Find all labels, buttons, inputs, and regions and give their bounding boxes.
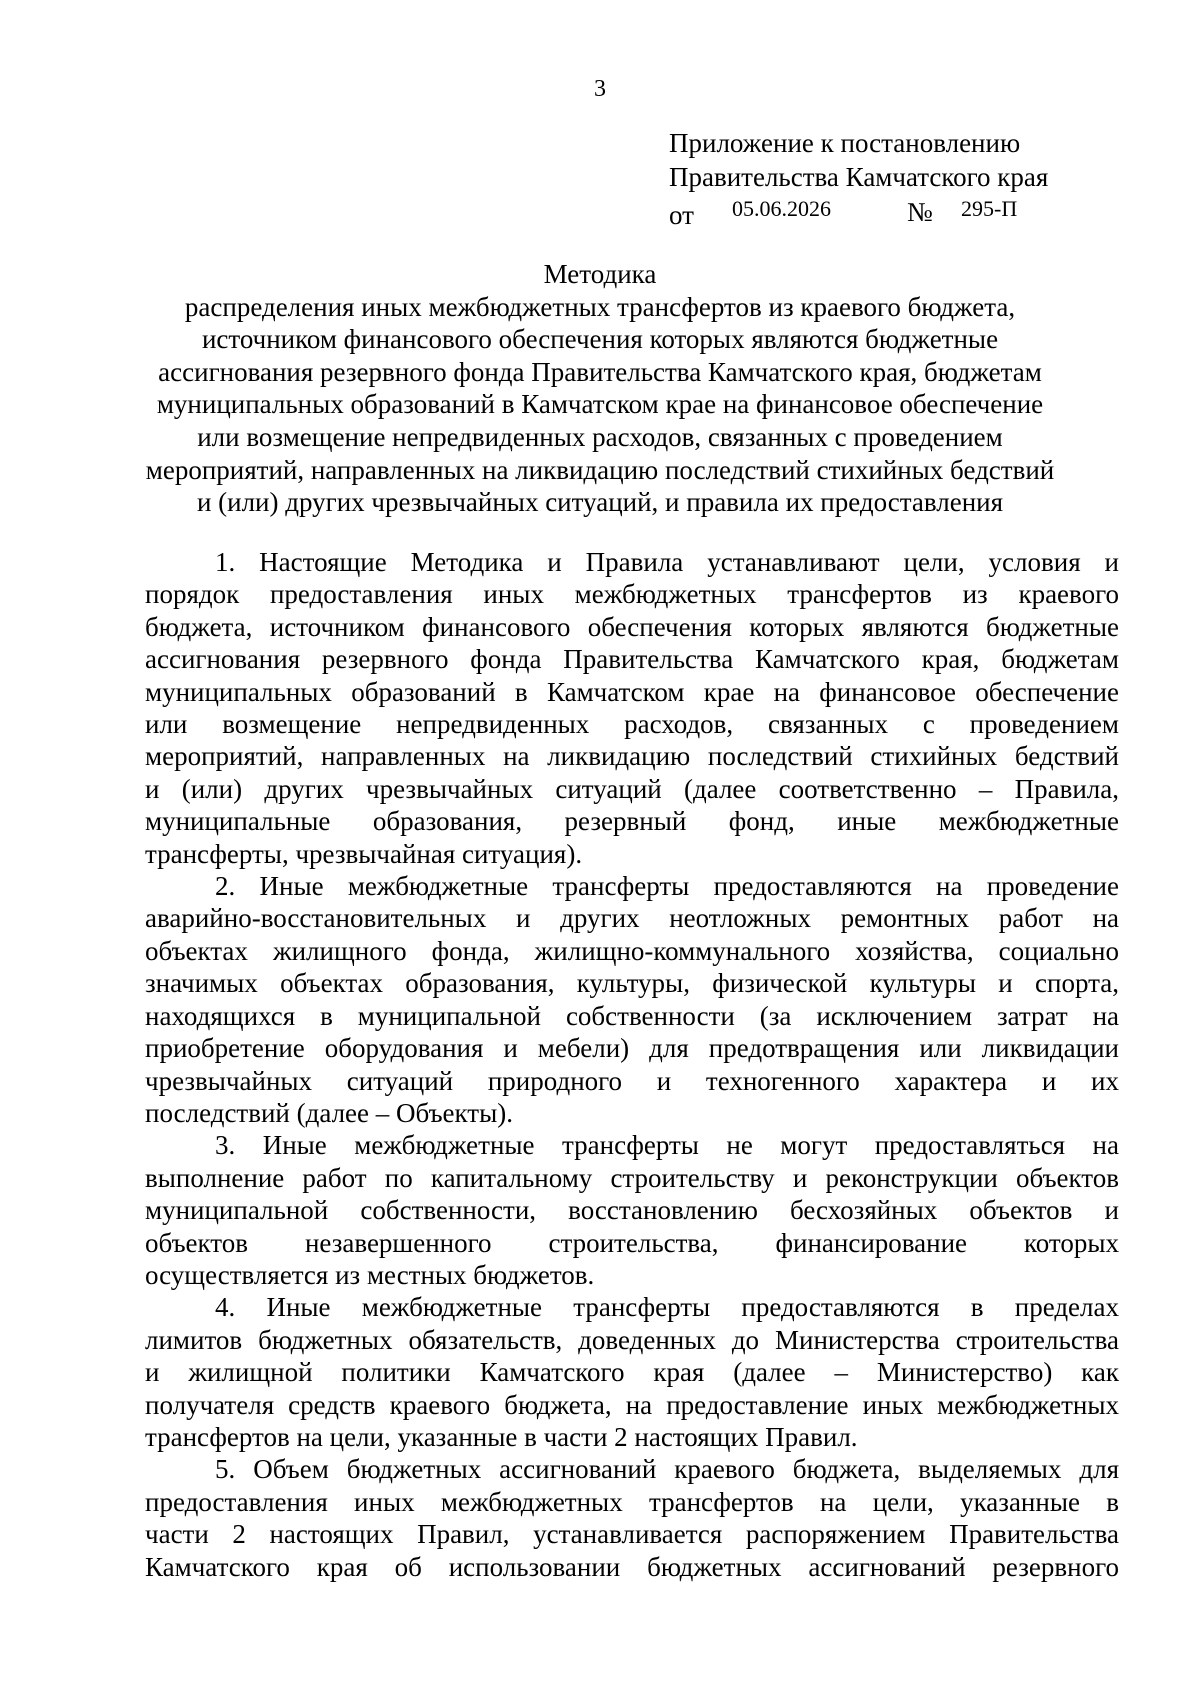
text-line: Камчатского края об использовании бюджетных ассигнований резервного: [145, 1551, 1119, 1582]
text-line: 2. Иные межбюджетные трансферты предоставляются на проведение: [215, 871, 1119, 902]
text-line: аварийно-восстановительных и других неотложных ремонтных работ на: [145, 903, 1119, 934]
text-line: мероприятий, направленных на ликвидацию последствий стихийных бедствий: [145, 741, 1119, 772]
text-line: порядок предоставления иных межбюджетных трансфертов из краевого: [145, 579, 1119, 610]
approval-line-1: Приложение к постановлению: [669, 128, 1021, 158]
paragraph-4: [145, 1291, 1119, 1453]
approval-date-row: [669, 195, 1089, 229]
title-line: ассигнования резервного фонда Правительства Камчатского края, бюджетам: [158, 356, 1042, 387]
text-line: и жилищной политики Камчатского края (далее – Министерство) как: [145, 1357, 1119, 1388]
paragraph-3: [145, 1129, 1119, 1291]
text-line: муниципальной собственности, восстановлению бесхозяйных объектов и: [145, 1195, 1119, 1226]
text-line: и (или) других чрезвычайных ситуаций (далее соответственно – Правила,: [145, 773, 1119, 804]
text-line: муниципальных образований в Камчатском крае на финансовое обеспечение: [145, 676, 1119, 707]
text-line: приобретение оборудования и мебели) для предотвращения или ликвидации: [145, 1033, 1119, 1064]
text-line: находящихся в муниципальной собственности (за исключением затрат на: [145, 1000, 1119, 1031]
text-line: чрезвычайных ситуаций природного и техногенного характера и их: [145, 1065, 1119, 1096]
document-body: [145, 546, 1119, 1583]
text-line: объектах жилищного фонда, жилищно-коммунального хозяйства, социально: [145, 935, 1119, 966]
paragraph-1: [145, 546, 1119, 870]
text-line: значимых объектах образования, культуры, физической культуры и спорта,: [145, 968, 1119, 999]
text-line: 3. Иные межбюджетные трансферты не могут предоставляться на: [215, 1130, 1119, 1161]
text-line: бюджета, источником финансового обеспечения которых являются бюджетные: [145, 611, 1119, 642]
title-line: источником финансового обеспечения которых являются бюджетные: [201, 324, 999, 355]
title-line: и (или) других чрезвычайных ситуаций, и правила их предоставления: [196, 487, 1004, 518]
page-number: 3: [594, 76, 606, 102]
title-line: мероприятий, направленных на ликвидацию последствий стихийных бедствий: [145, 454, 1055, 485]
text-line: трансфертов на цели, указанные в части 2 настоящих Правил.: [145, 1421, 858, 1452]
approval-block: [669, 126, 1089, 229]
paragraph-5: [145, 1453, 1119, 1583]
paragraph-2: [145, 870, 1119, 1129]
approval-date: 05.06.2026: [732, 196, 831, 221]
text-line: предоставления иных межбюджетных трансфертов на цели, указанные в: [145, 1486, 1119, 1517]
text-line: получателя средств краевого бюджета, на предоставление иных межбюджетных: [145, 1389, 1119, 1420]
text-line: 1. Настоящие Методика и Правила устанавливают цели, условия и: [215, 547, 1119, 577]
text-line: объектов незавершенного строительства, финансирование которых: [145, 1227, 1119, 1258]
text-line: лимитов бюджетных обязательств, доведенных до Министерства строительства: [145, 1324, 1119, 1355]
text-line: осуществляется из местных бюджетов.: [145, 1259, 595, 1290]
text-line: части 2 настоящих Правил, устанавливается распоряжением Правительства: [145, 1519, 1119, 1550]
text-line: 5. Объем бюджетных ассигнований краевого бюджета, выделяемых для: [215, 1454, 1119, 1485]
approval-from-label: от: [669, 200, 694, 230]
text-line: 4. Иные межбюджетные трансферты предоставляются в пределах: [215, 1292, 1119, 1323]
title-heading: Методика: [543, 259, 657, 289]
title-line: или возмещение непредвиденных расходов, связанных с проведением: [197, 421, 1003, 452]
text-line: муниципальные образования, резервный фонд, иные межбюджетные: [145, 806, 1119, 837]
approval-line-2: Правительства Камчатского края: [669, 162, 1049, 192]
text-line: трансферты, чрезвычайная ситуация).: [145, 838, 583, 869]
approval-number: 295-П: [961, 196, 1018, 221]
title-line: муниципальных образований в Камчатском крае на финансовое обеспечение: [156, 389, 1044, 420]
title-line: распределения иных межбюджетных трансфертов из краевого бюджета,: [184, 291, 1016, 322]
approval-number-label: №: [907, 197, 933, 227]
text-line: последствий (далее – Объекты).: [145, 1097, 513, 1128]
document-title: [140, 258, 1060, 519]
text-line: ассигнования резервного фонда Правительства Камчатского края, бюджетам: [145, 644, 1119, 675]
text-line: выполнение работ по капитальному строительству и реконструкции объектов: [145, 1162, 1119, 1193]
text-line: или возмещение непредвиденных расходов, связанных с проведением: [145, 709, 1119, 740]
